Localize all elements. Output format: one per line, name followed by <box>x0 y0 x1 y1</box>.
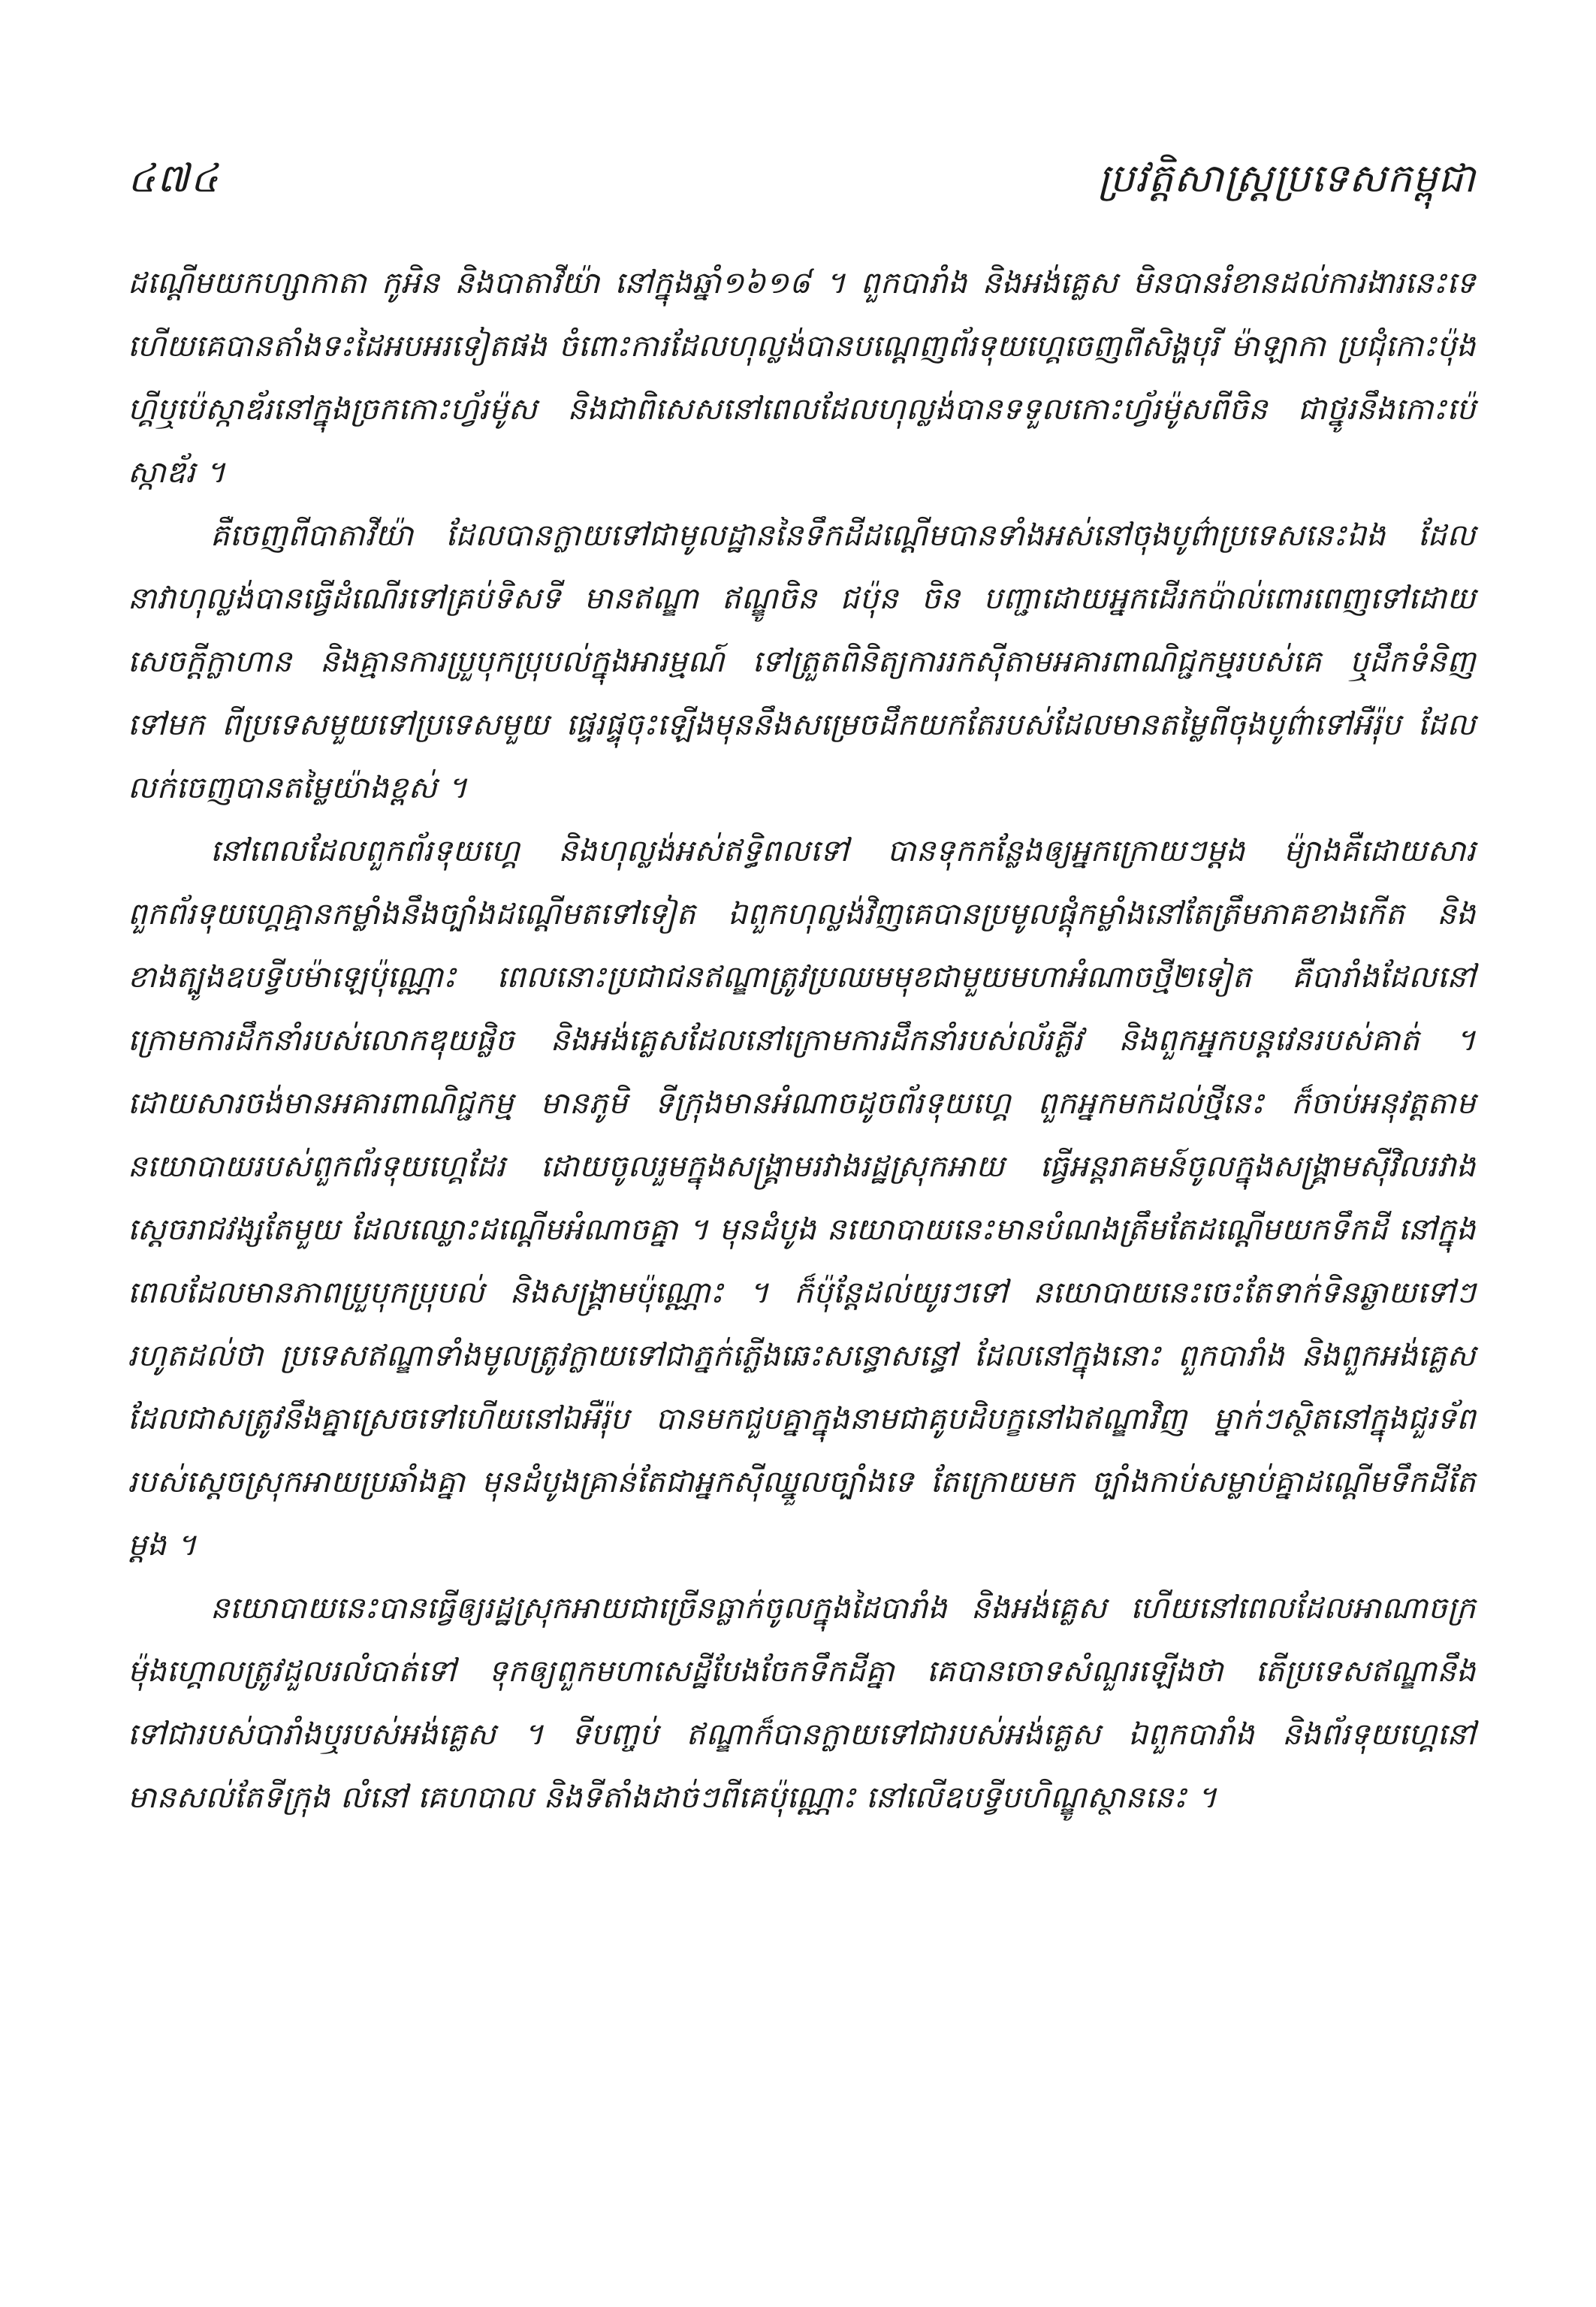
paragraph: ដណ្តើមយកហ្សាកាតា កូអិន និងបាតាវីយ៉ា នៅក្នុងឆ្នាំ១៦១៨ ។ ពួកបារាំង និងអង់គ្លេស មិនបានរំខានដល់ការងារនេះទេ ហើយគេបានតាំងទះដៃអបអរទៀតផង ចំពោះការដែលហុល្លង់បានបណ្តេញព័រទុយហ្គេចេញពីសិង្ហបុរី ម៉ាឡាកា ប្រជុំកោះប៉ុងហ្គីឬប៉េស្កាឌ័រនៅក្នុងច្រកកោះហ្វ័រម៉ូស និងជាពិសេសនៅពេលដែលហុល្លង់បានទទួលកោះហ្វ័រម៉ូសពីចិន ជាថ្នូរនឹងកោះប៉េស្កាឌ័រ ។ <box>128 266 1476 490</box>
page-header <box>128 154 1476 214</box>
page-number: ៤៧៤ <box>128 156 220 201</box>
paragraph: នយោបាយនេះបានធ្វើឲ្យរដ្ឋស្រុកអាយជាច្រើនធ្លាក់ចូលក្នុងដៃបារាំង និងអង់គ្លេស ហើយនៅពេលដែលអាណាចក្រម៉ុងហ្គោលត្រូវដួលរលំបាត់ទៅ ទុកឲ្យពួកមហាសេដ្ឋីបែងចែកទឹកដីគ្នា គេបានចោទសំណួរឡើងថា តើប្រទេសឥណ្ឌានឹងទៅជារបស់បារាំងឬរបស់អង់គ្លេស ។ ទីបញ្ចប់ ឥណ្ឌាក៏បានក្លាយទៅជារបស់អង់គ្លេស ឯពួកបារាំង និងព័រទុយហ្គេនៅមានសល់តែទីក្រុង លំនៅ គេហបាល និងទីតាំងដាច់ៗពីគេប៉ុណ្ណោះ នៅលើឧបទ្វីបហិណ្ឌូស្ថាននេះ ។ <box>128 1591 1476 1815</box>
paragraph: នៅពេលដែលពួកព័រទុយហ្គេ និងហុល្លង់អស់ឥទ្ធិពលទៅ បានទុកកន្លែងឲ្យអ្នកក្រោយៗម្តង ម៉្យាងគឺដោយសារពួកព័រទុយហ្គេគ្មានកម្លាំងនឹងច្បាំងដណ្តើមតទៅទៀត ឯពួកហុល្លង់វិញគេបានប្រមូលផ្តុំកម្លាំងនៅតែត្រឹមភាគខាងកើត និងខាងត្បូងឧបទ្វីបម៉ាឡេប៉ុណ្ណោះ ពេលនោះប្រជាជនឥណ្ឌាត្រូវប្រឈមមុខជាមួយមហាអំណាចថ្មី២ទៀត គឺបារាំងដែលនៅក្រោមការដឹកនាំរបស់លោកឌុយផ្លិច និងអង់គ្លេសដែលនៅក្រោមការដឹកនាំរបស់ល័រគ្លីវ និងពួកអ្នកបន្តវេនរបស់គាត់ ។ ដោយសារចង់មានអគារពាណិជ្ជកម្ម មានភូមិ ទីក្រុងមានអំណាចដូចព័រទុយហ្គេ ពួកអ្នកមកដល់ថ្មីនេះ ក៏ចាប់អនុវត្តតាមនយោបាយរបស់ពួកព័រទុយហ្គេដែរ ដោយចូលរួមក្នុងសង្គ្រាមរវាងរដ្ឋស្រុកអាយ ធ្វើអន្តរាគមន៍ចូលក្នុងសង្គ្រាមស៊ីវិលរវាងស្តេចរាជវង្សតែមួយ ដែលឈ្លោះដណ្តើមអំណាចគ្នា ។ មុនដំបូង នយោបាយនេះមានបំណងត្រឹមតែដណ្តើមយកទឹកដី នៅក្នុងពេលដែលមានភាពប្រួបុកប្រុបល់ និងសង្គ្រាមប៉ុណ្ណោះ ។ ក៏ប៉ុន្តែដល់យូរៗទៅ នយោបាយនេះចេះតែទាក់ទិនឆ្ងាយទៅៗ រហូតដល់ថា ប្រទេសឥណ្ឌាទាំងមូលត្រូវក្លាយទៅជាភ្នក់ភ្លើងឆេះសន្ធោសន្ធៅ ដែលនៅក្នុងនោះ ពួកបារាំង និងពួកអង់គ្លេស ដែលជាសត្រូវនឹងគ្នាស្រេចទៅហើយនៅឯអឺរ៉ុប បានមកជួបគ្នាក្នុងនាមជាគូបដិបក្ខនៅឯឥណ្ឌាវិញ ម្នាក់ៗស្ថិតនៅក្នុងជួរទ័ពរបស់ស្តេចស្រុកអាយប្រឆាំងគ្នា មុនដំបូងគ្រាន់តែជាអ្នកស៊ីឈ្នួលច្បាំងទេ តែក្រោយមក ច្បាំងកាប់សម្លាប់គ្នាដណ្តើមទឹកដីតែម្តង ។ <box>128 834 1476 1563</box>
running-title: ប្រវត្តិសាស្ត្រប្រទេសកម្ពុជា <box>1097 156 1476 201</box>
body-text <box>128 252 1476 1829</box>
paragraph: គឺចេញពីបាតាវីយ៉ា ដែលបានក្លាយទៅជាមូលដ្ឋាននៃទឹកដីដណ្តើមបានទាំងអស់នៅចុងបូព៌ាប្រទេសនេះឯង ដែលនាវាហុល្លង់បានធ្វើដំណើរទៅគ្រប់ទិសទី មានឥណ្ឌា ឥណ្ឌូចិន ជប៉ុន ចិន បញ្ជាដោយអ្នកដើរកប៉ាល់ពោរពេញទៅដោយសេចក្តីក្លាហាន និងគ្មានការប្រួបុកប្រុបល់ក្នុងអារម្មណ៍ ទៅត្រួតពិនិត្យការរកស៊ីតាមអគារពាណិជ្ជកម្មរបស់គេ ឬដឹកទំនិញទៅមក ពីប្រទេសមួយទៅប្រទេសមួយ ផ្ទេរផ្ទុចុះឡើងមុននឹងសម្រេចដឹកយកតែរបស់ដែលមានតម្លៃពីចុងបូព៌ាទៅអឺរ៉ុប ដែលលក់ចេញបានតម្លៃយ៉ាងខ្ពស់ ។ <box>128 518 1476 805</box>
